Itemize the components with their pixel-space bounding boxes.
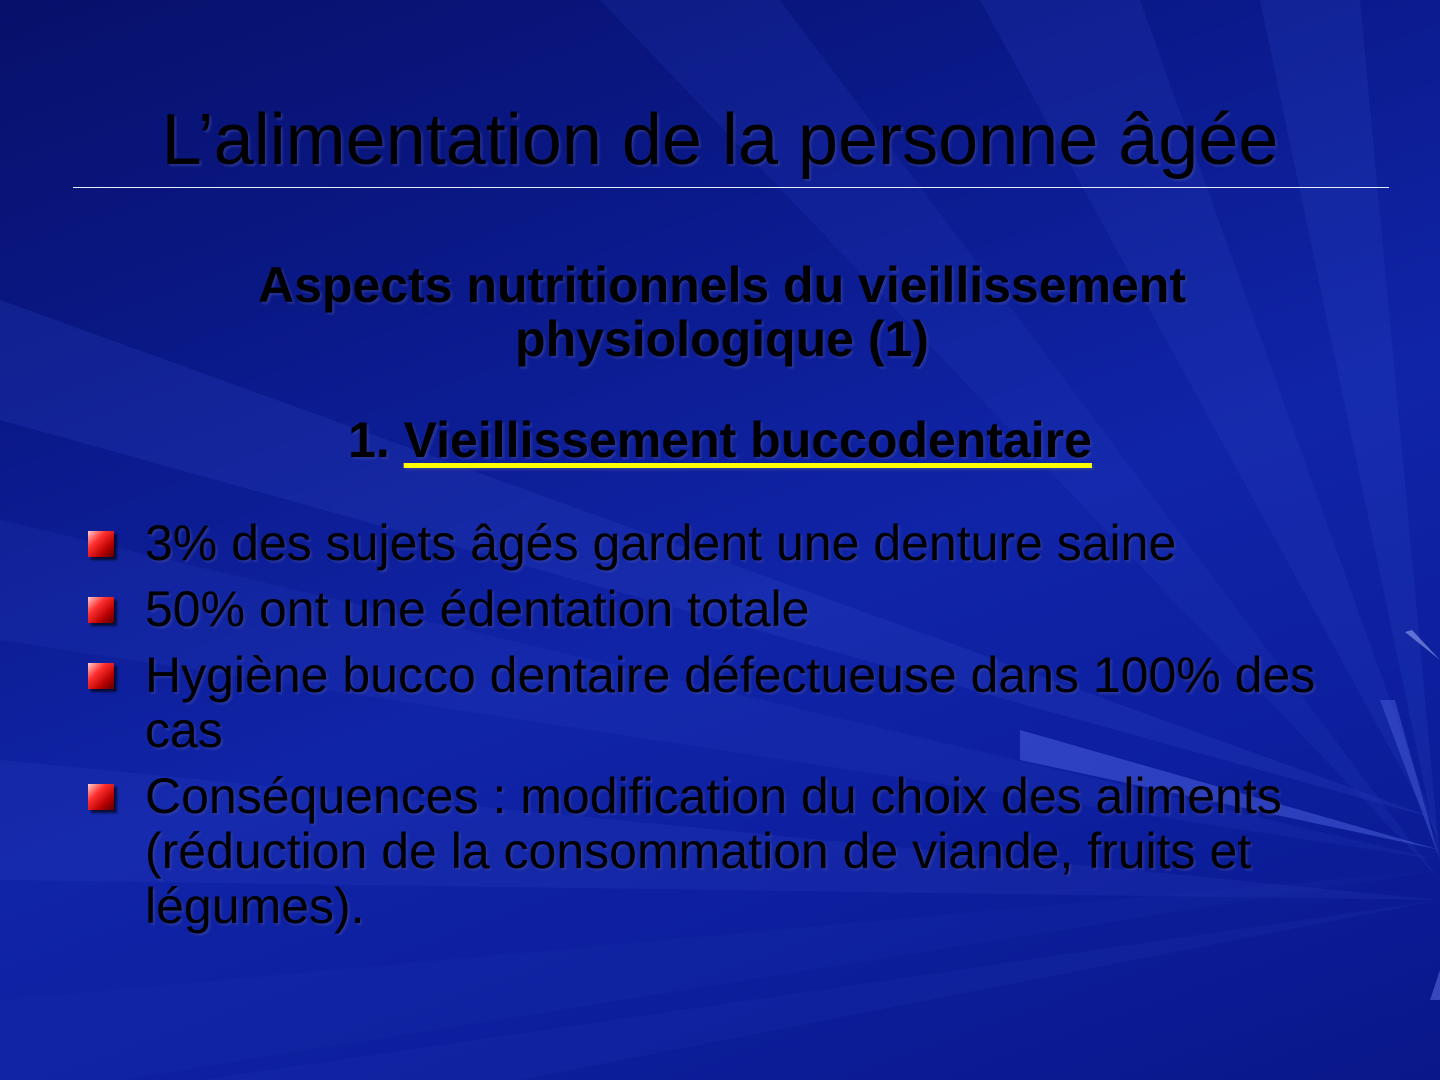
section-label: Vieillissement buccodentaire — [403, 412, 1092, 468]
section-heading — [0, 410, 1440, 470]
bullet-text: 50% ont une édentation totale — [145, 581, 810, 637]
slide-title: L’alimentation de la personne âgée — [161, 100, 1279, 180]
bullet-item — [85, 582, 1385, 637]
bullet-text: 3% des sujets âgés gardent une denture saine — [145, 515, 1177, 571]
section-number: 1. — [348, 412, 404, 468]
title-divider — [73, 187, 1389, 188]
bullet-item — [85, 648, 1385, 758]
bullet-text: Conséquences : modification du choix des aliments (réduction de la consommation de viande, fruits et légumes). — [145, 768, 1282, 934]
red-square-bullet-icon — [88, 784, 114, 810]
slide-subtitle: Aspects nutritionnels du vieillissement physiologique (1) — [257, 257, 1186, 367]
red-square-bullet-icon — [88, 531, 114, 557]
bullet-text: Hygiène bucco dentaire défectueuse dans 100% des cas — [145, 647, 1316, 758]
bullet-list — [85, 516, 1385, 945]
bullet-item — [85, 769, 1385, 934]
red-square-bullet-icon — [88, 597, 114, 623]
red-square-bullet-icon — [88, 663, 114, 689]
bullet-item — [85, 516, 1385, 571]
